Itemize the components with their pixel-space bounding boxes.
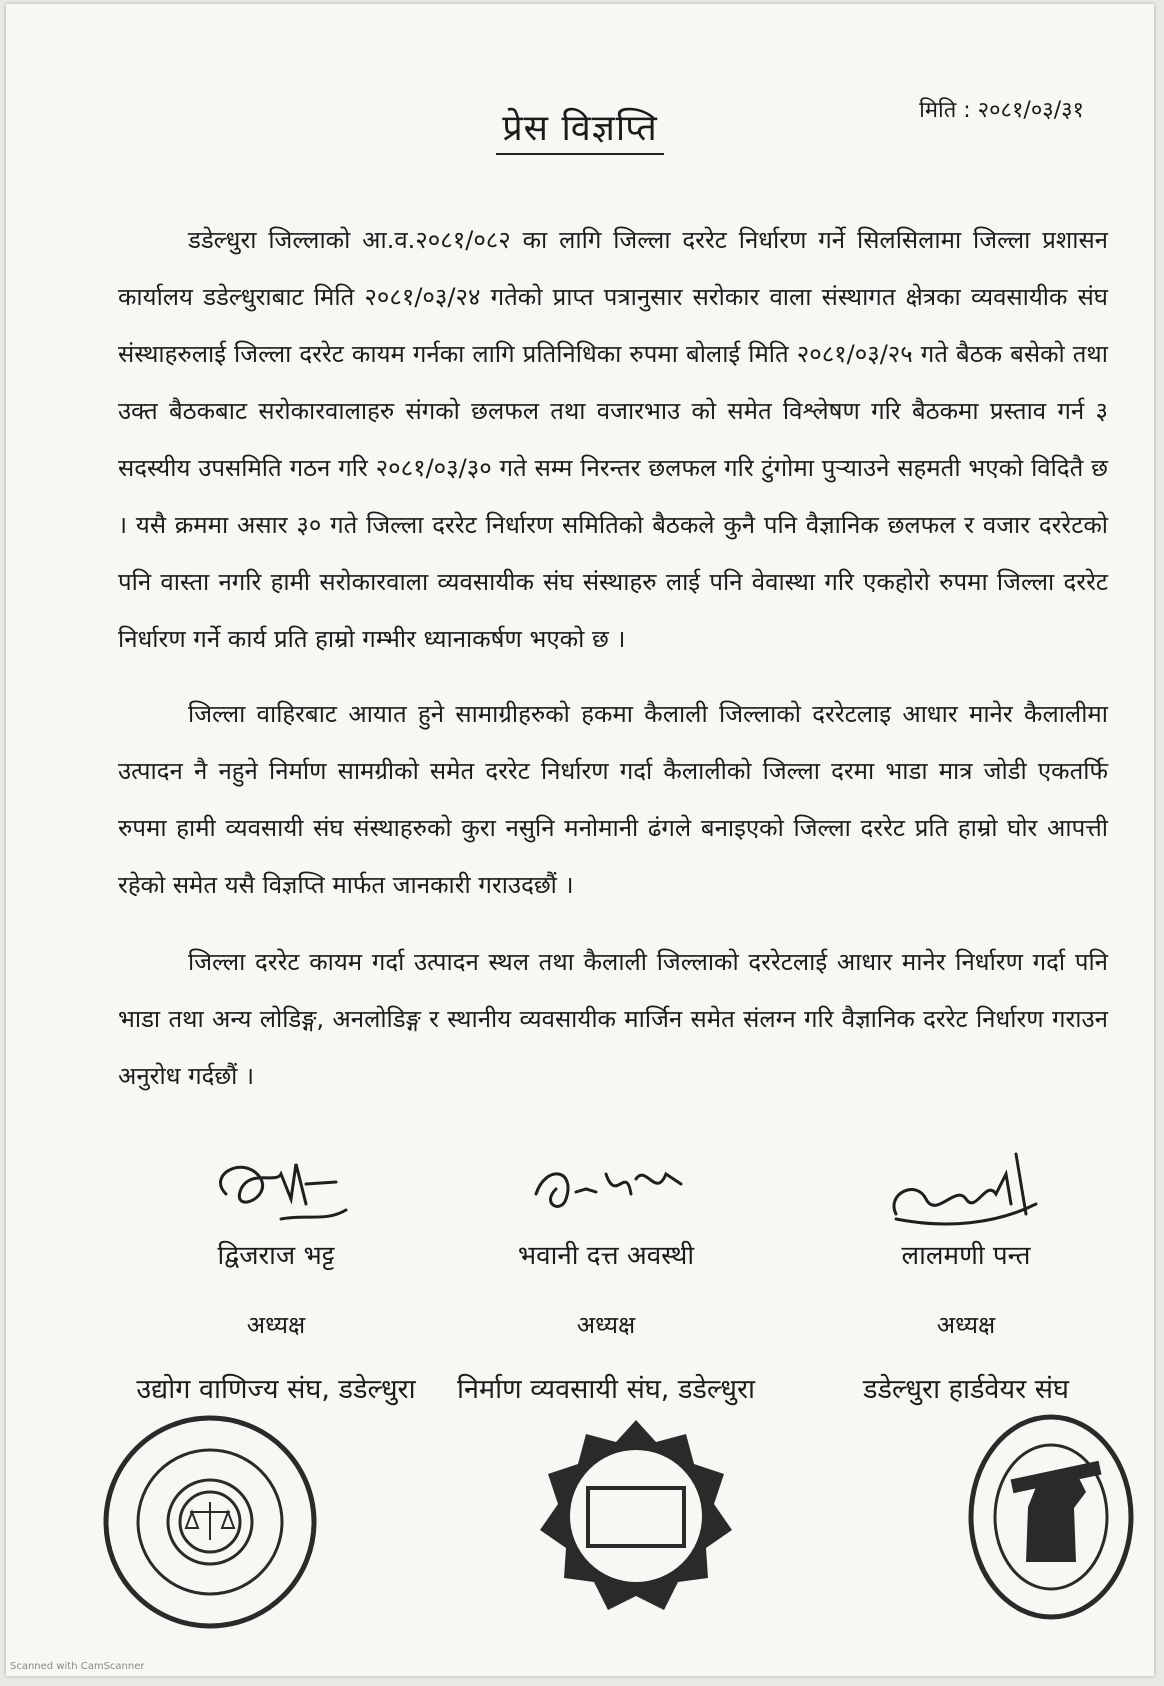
signatory-name: भवानी दत्त अवस्थी [517,1241,695,1271]
scales-icon [186,1502,234,1540]
signatory-org: निर्माण व्यवसायी संघ, डडेल्धुरा [456,1374,755,1405]
scanner-watermark: Scanned with CamScanner [10,1661,145,1672]
signatory-3 [786,1144,1146,1406]
signatory-org: डडेल्धुरा हार्डवेयर संघ [863,1374,1069,1405]
document-page [6,4,1154,1676]
paragraph-1: डडेल्धुरा जिल्लाको आ.व.२०८१/०८२ का लागि जिल्ला दररेट निर्धारण गर्ने सिलसिलामा जिल्ला प्रशासन कार्यालय डडेल्धुराबाट मिति २०८१/०३/२४ गतेको प्राप्त पत्रानुसार सरोकार वाला संस्थागत क्षेत्रका व्यवसायीक संघ संस्थाहरुलाई जिल्ला दररेट कायम गर्नका लागि प्रतिनिधिका रुपमा बोलाई मिति २०८१/०३/२५ गते बैठक बसेको तथा उक्त बैठकबाट सरोकारवालाहरु संगको छलफल तथा वजारभाउ को समेत विश्लेषण गरि बैठकमा प्रस्ताव गर्न ३ सदस्यीय उपसमिति गठन गरि २०८१/०३/३० गते सम्म निरन्तर छलफल गरि टुंगोमा पुऱ्याउने सहमती भएको विदितै छ । यसै क्रममा असार ३० गते जिल्ला दररेट निर्धारण समितिको बैठकले कुनै पनि वैज्ञानिक छलफल र वजार दररेटको पनि वास्ता नगरि हामी सरोकारवाला व्यवसायीक संघ संस्थाहरु लाई पनि वेवास्था गरि एकहोरो रुपमा जिल्ला दररेट निर्धारण गर्ने कार्य प्रति हाम्रो गम्भीर ध्यानाकर्षण भएको छ । [118,226,1108,653]
title-text: प्रेस विज्ञप्ति [496,108,664,155]
signatory-role: अध्यक्ष [576,1311,636,1339]
paragraph-2: जिल्ला वाहिरबाट आयात हुने सामाग्रीहरुको हकमा कैलाली जिल्लाको दररेटलाइ आधार मानेर कैलालीमा उत्पादन नै नहुने निर्माण सामग्रीको समेत दररेट निर्धारण गर्दा कैलालीको जिल्ला दरमा भाडा मात्र जोडी एकतर्फि रुपमा हामी व्यवसायी संघ संस्थाहरुको कुरा नसुनि मनोमानी ढंगले बनाइएको जिल्ला दररेट प्रति हाम्रो घोर आपत्ती रहेको समेत यसै विज्ञप्ति मार्फत जानकारी गराउदछौं । [118,700,1108,899]
signatory-role: अध्यक्ष [246,1311,306,1339]
signatory-2 [426,1144,786,1406]
date-label: मिति : २०८१/०३/३१ [919,98,1084,123]
construction-seal [536,1412,736,1622]
signatory-name: द्विजराज भट्ट [217,1241,335,1271]
signatory-org: उद्योग वाणिज्य संघ, डडेल्धुरा [136,1374,416,1405]
document-body [118,212,1108,1123]
chamber-seal [100,1412,320,1632]
signatory-role: अध्यक्ष [936,1311,996,1339]
paragraph-3: जिल्ला दररेट कायम गर्दा उत्पादन स्थल तथा कैलाली जिल्लाको दररेटलाई आधार मानेर निर्धारण गर्दा पनि भाडा तथा अन्य लोडिङ्ग, अनलोडिङ्ग र स्थानीय व्यवसायीक मार्जिन समेत संलग्न गरि वैज्ञानिक दररेट निर्धारण गराउन अनुरोध गर्दछौं । [118,948,1108,1090]
signatory-1 [96,1144,456,1406]
signature-scribble-2 [506,1144,706,1232]
signature-scribble-3 [866,1144,1066,1232]
document-title [6,102,1154,151]
signatory-name: लालमणी पन्त [901,1241,1031,1271]
signature-scribble-1 [186,1144,366,1232]
hardware-seal [966,1412,1136,1622]
